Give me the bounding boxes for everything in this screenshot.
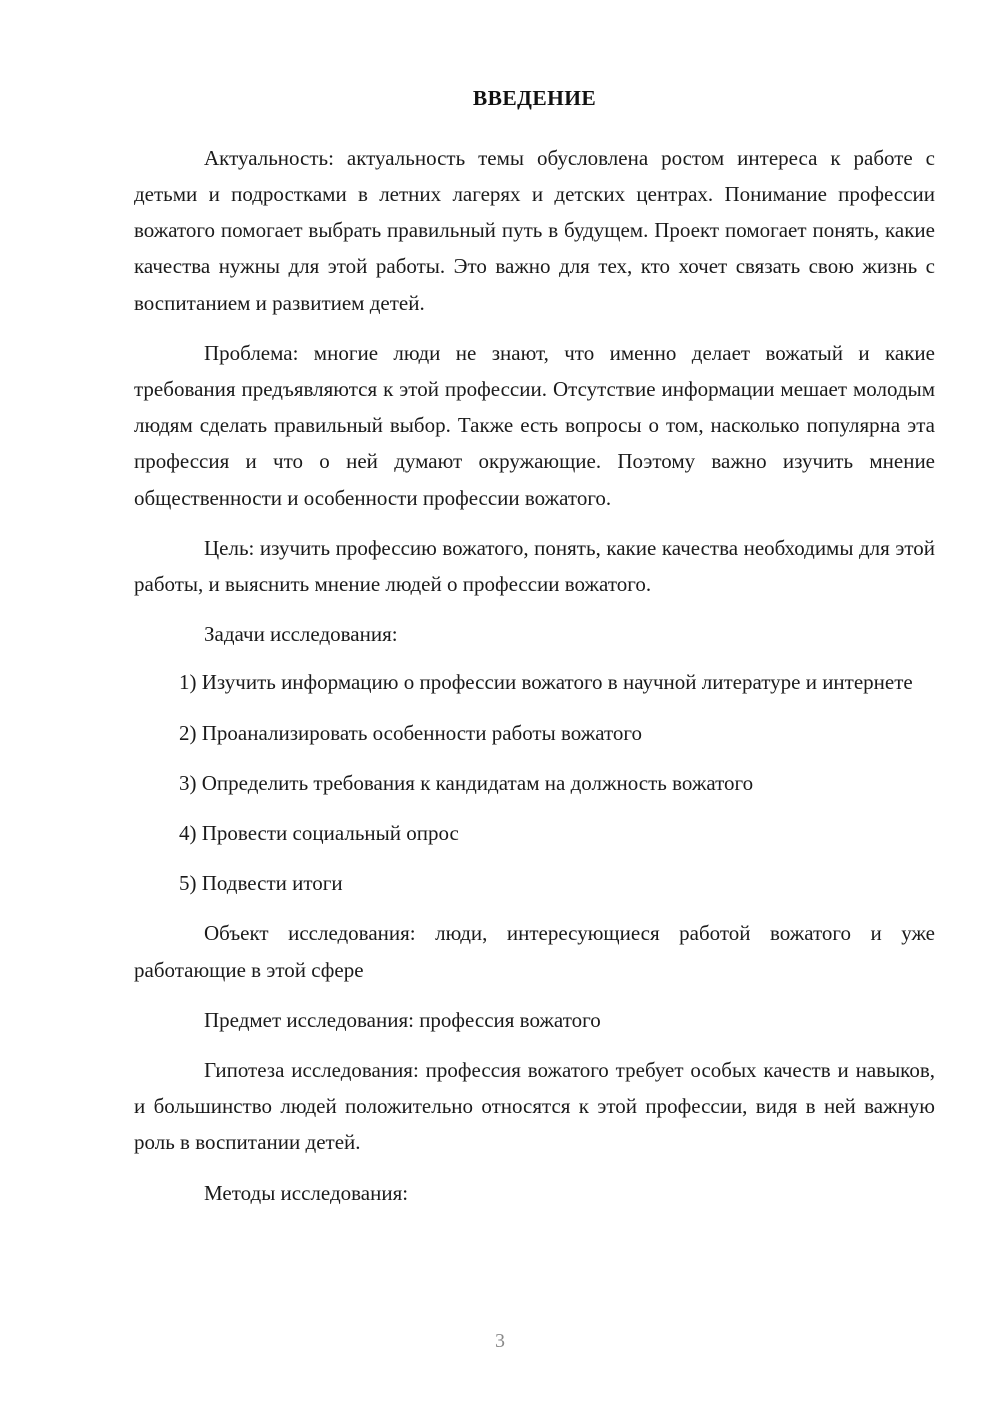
page-number: 3: [495, 1330, 505, 1352]
tasks-heading: Задачи исследования:: [204, 622, 398, 647]
task-item-5: 5) Подвести итоги: [179, 871, 343, 896]
paragraph-goal: Цель: изучить профессию вожатого, понять, какие качества необходимы для этой работы, и выяснить мнение людей о профессии вожатого.: [134, 535, 935, 597]
task-item-2: 2) Проанализировать особенности работы вожатого: [179, 720, 642, 745]
task-item-1: 1) Изучить информацию о профессии вожатого в научной литературе и интернете: [179, 670, 913, 695]
paragraph-object: Объект исследования: люди, интересующиеся работой вожатого и уже работающие в этой сфере: [134, 921, 935, 982]
document-content: [134, 86, 935, 1225]
task-item-3: 3) Определить требования к кандидатам на должность вожатого: [179, 770, 754, 795]
task-item-4: 4) Провести социальный опрос: [179, 821, 459, 846]
paragraph-subject: Предмет исследования: профессия вожатого: [204, 1007, 601, 1032]
paragraph-hypothesis: Гипотеза исследования: профессия вожатого требует особых качеств и навыков, и большинство людей положительно относятся к этой профессии, видя в ней важную роль в воспитании детей.: [134, 1058, 935, 1155]
page-title: ВВЕДЕНИЕ: [472, 86, 597, 110]
paragraph-problem: Проблема: многие люди не знают, что именно делает вожатый и какие требования предъявляются к этой профессии. Отсутствие информации мешает молодым людям сделать правильный выбор. Также есть вопросы о том, насколько популярна эта профессия и что о ней думают окружающие. Поэтому важно изучить мнение общественности и особенности профессии вожатого.: [134, 340, 935, 510]
methods-heading: Методы исследования:: [204, 1180, 409, 1205]
paragraph-relevance: Актуальность: актуальность темы обусловлена ростом интереса к работе с детьми и подростками в летних лагерях и детских центрах. Понимание профессии вожатого помогает выбрать правильный путь в будущем. Проект помогает понять, какие качества нужны для этой работы. Это важно для тех, кто хочет связать свою жизнь с воспитанием и развитием детей.: [134, 145, 935, 315]
